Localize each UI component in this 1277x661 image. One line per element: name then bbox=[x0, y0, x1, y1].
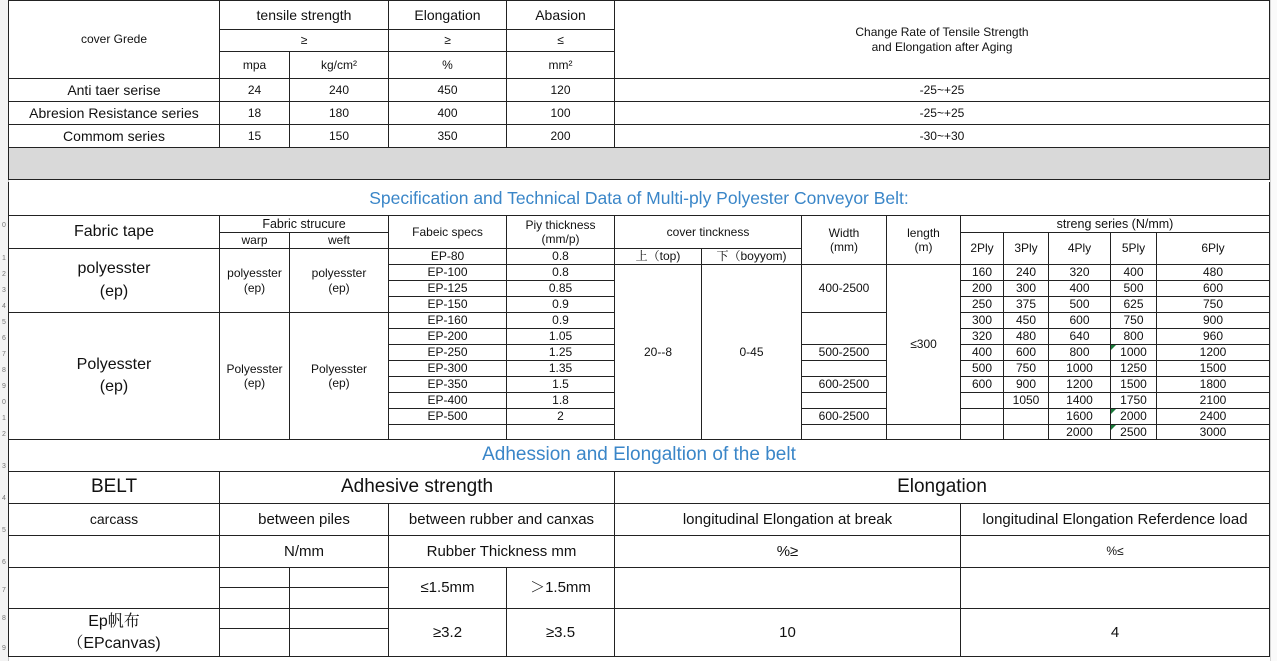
fabric-spec-cell: EP-150 bbox=[388, 296, 507, 313]
cover-grade-header: cover Grede bbox=[8, 0, 220, 79]
grade-row-name: Abresion Resistance series bbox=[8, 101, 220, 125]
grade-row-name: Anti taer serise bbox=[8, 78, 220, 102]
fabric-spec-cell: EP-125 bbox=[388, 280, 507, 297]
strength-value-cell: 1750 bbox=[1110, 392, 1157, 409]
strength-value-cell: 1200 bbox=[1048, 376, 1111, 393]
adhesive-strength-header: Adhesive strength bbox=[219, 471, 615, 504]
width-empty bbox=[801, 424, 887, 440]
ply-header: 3Ply bbox=[1003, 232, 1049, 265]
grade-row-abrasion: 100 bbox=[506, 101, 615, 125]
elongation-header-2: Elongation bbox=[614, 471, 1270, 504]
elongation-ref-value: 4 bbox=[960, 608, 1270, 657]
adhesion-gt-value: ≥3.5 bbox=[506, 608, 615, 657]
ply-thickness-cell: 1.35 bbox=[506, 360, 615, 377]
strength-value-cell: 500 bbox=[960, 360, 1004, 377]
row-number[interactable]: 4 bbox=[2, 303, 6, 310]
grade-row-rate: -25~+25 bbox=[614, 78, 1270, 102]
row-number[interactable]: 7 bbox=[2, 587, 6, 594]
strength-value-cell: 1250 bbox=[1110, 360, 1157, 377]
grade-row-rate: -25~+25 bbox=[614, 101, 1270, 125]
fabric-group-2-name: Polyesster (ep) bbox=[8, 312, 220, 440]
strength-value-cell bbox=[1003, 408, 1049, 425]
abrasion-header: Abasion bbox=[506, 0, 615, 30]
strength-value-cell: 400 bbox=[960, 344, 1004, 361]
strength-value-cell: 600 bbox=[1003, 344, 1049, 361]
elongation-ge-sign: ≥ bbox=[388, 29, 507, 52]
empty-cell bbox=[219, 628, 290, 657]
row-number[interactable]: 1 bbox=[2, 255, 6, 262]
grade-row-mpa: 18 bbox=[219, 101, 290, 125]
row-number[interactable]: 4 bbox=[2, 495, 6, 502]
empty-cell bbox=[289, 567, 389, 588]
row-number[interactable]: 2 bbox=[2, 431, 6, 438]
ep-canvas-line-1: Ep帆布 bbox=[88, 612, 140, 630]
le-15mm-header: ≤1.5mm bbox=[388, 567, 507, 609]
grade-row-rate: -30~+30 bbox=[614, 124, 1270, 148]
strength-value-cell: 1600 bbox=[1048, 408, 1111, 425]
empty-cell bbox=[219, 587, 290, 609]
strength-value-cell: 2000 bbox=[1048, 424, 1111, 440]
fabric-spec-cell: EP-160 bbox=[388, 312, 507, 329]
fabric-group-1-warp: polyesster (ep) bbox=[219, 248, 290, 313]
strength-value-cell: 300 bbox=[960, 312, 1004, 329]
row-number[interactable]: 1 bbox=[2, 415, 6, 422]
strength-value-cell: 480 bbox=[1156, 264, 1270, 281]
strength-value-cell bbox=[960, 408, 1004, 425]
grade-row-mpa: 24 bbox=[219, 78, 290, 102]
strength-value-cell: 240 bbox=[1003, 264, 1049, 281]
grade-row-abrasion: 120 bbox=[506, 78, 615, 102]
grade-row-name: Commom series bbox=[8, 124, 220, 148]
strength-value-cell: 1500 bbox=[1156, 360, 1270, 377]
strength-value-cell: 2400 bbox=[1156, 408, 1270, 425]
cover-thickness-header: cover tinckness bbox=[614, 215, 802, 249]
fabric-group-2-weft: Polyesster (ep) bbox=[289, 312, 389, 440]
unit-percent: % bbox=[388, 51, 507, 79]
ply-header: 2Ply bbox=[960, 232, 1004, 265]
empty-cell bbox=[289, 608, 389, 629]
width-empty bbox=[801, 392, 887, 409]
fabric-spec-cell: EP-80 bbox=[388, 248, 507, 265]
fabric-specs-header: Fabeic specs bbox=[388, 215, 507, 249]
gt-15mm-header: ＞1.5mm bbox=[506, 567, 615, 609]
strength-value-cell: 1800 bbox=[1156, 376, 1270, 393]
pct-le-unit: %≤ bbox=[960, 535, 1270, 568]
empty-cell bbox=[219, 567, 290, 588]
between-rubber-header: between rubber and canxas bbox=[388, 503, 615, 536]
strength-value-cell: 1000 bbox=[1048, 360, 1111, 377]
strength-value-cell: 1400 bbox=[1048, 392, 1111, 409]
ply-thickness-cell: 1.5 bbox=[506, 376, 615, 393]
strength-value-cell: 400 bbox=[1048, 280, 1111, 297]
tensile-strength-header: tensile strength bbox=[219, 0, 389, 30]
empty-cell bbox=[614, 567, 961, 609]
strength-value-cell: 600 bbox=[1048, 312, 1111, 329]
grade-row-kg: 150 bbox=[289, 124, 389, 148]
row-number[interactable]: 0 bbox=[2, 222, 6, 229]
belt-header: BELT bbox=[8, 471, 220, 504]
sheet-right-margin bbox=[1270, 0, 1277, 661]
fabric-spec-cell: EP-200 bbox=[388, 328, 507, 345]
strength-value-cell: 600 bbox=[1156, 280, 1270, 297]
strength-value-cell: 375 bbox=[1003, 296, 1049, 313]
cover-bottom-header: 下（boyyom) bbox=[701, 248, 802, 265]
ply-thickness-cell: 1.8 bbox=[506, 392, 615, 409]
strength-value-cell: 640 bbox=[1048, 328, 1111, 345]
ply-thickness-cell: 0.9 bbox=[506, 296, 615, 313]
n-mm-unit: N/mm bbox=[219, 535, 389, 568]
grade-row-elongation: 450 bbox=[388, 78, 507, 102]
strength-value-cell: 1000 bbox=[1110, 344, 1157, 361]
adhesion-section-title: Adhession and Elongaltion of the belt bbox=[8, 439, 1270, 472]
fabric-spec-cell: EP-500 bbox=[388, 408, 507, 425]
spec-section-title: Specification and Technical Data of Multi-ply Polyester Conveyor Belt: bbox=[8, 182, 1270, 216]
width-value: 400-2500 bbox=[801, 264, 887, 313]
strength-value-cell: 800 bbox=[1048, 344, 1111, 361]
strength-value-cell: 500 bbox=[1048, 296, 1111, 313]
row-number[interactable]: 9 bbox=[2, 645, 6, 652]
length-header: length (m) bbox=[886, 215, 961, 265]
ply-header: 6Ply bbox=[1156, 232, 1270, 265]
row-number[interactable]: 3 bbox=[2, 463, 6, 470]
strength-value-cell: 480 bbox=[1003, 328, 1049, 345]
ep-canvas-line-2: （EPcanvas) bbox=[67, 634, 161, 652]
empty-cell bbox=[8, 567, 220, 609]
fabric-structure-header: Fabric strucure bbox=[219, 215, 389, 233]
grade-row-abrasion: 200 bbox=[506, 124, 615, 148]
strength-value-cell: 200 bbox=[960, 280, 1004, 297]
strength-value-cell: 1500 bbox=[1110, 376, 1157, 393]
strength-value-cell: 250 bbox=[960, 296, 1004, 313]
ply-thickness-cell: 0.9 bbox=[506, 312, 615, 329]
long-break-header: longitudinal Elongation at break bbox=[614, 503, 961, 536]
fabric-group-2-warp: Polyesster (ep) bbox=[219, 312, 290, 440]
empty-cell bbox=[8, 535, 220, 568]
carcass-header: carcass bbox=[8, 503, 220, 536]
ply-header: 5Ply bbox=[1110, 232, 1157, 265]
ply-thickness-cell: 0.8 bbox=[506, 264, 615, 281]
unit-kgcm: kg/cm² bbox=[289, 51, 389, 79]
strength-value-cell: 750 bbox=[1156, 296, 1270, 313]
row-number[interactable]: 6 bbox=[2, 559, 6, 566]
row-number[interactable]: 7 bbox=[2, 351, 6, 358]
strength-value-cell: 750 bbox=[1003, 360, 1049, 377]
empty-cell bbox=[289, 587, 389, 609]
row-number[interactable]: 2 bbox=[2, 271, 6, 278]
grade-row-kg: 180 bbox=[289, 101, 389, 125]
elongation-header: Elongation bbox=[388, 0, 507, 30]
length-value: ≤300 bbox=[886, 264, 961, 425]
strength-value-cell: 2000 bbox=[1110, 408, 1157, 425]
width-header: Width (mm) bbox=[801, 215, 887, 265]
strength-value-cell: 400 bbox=[1110, 264, 1157, 281]
empty-cell bbox=[219, 608, 290, 629]
row-number[interactable]: 5 bbox=[2, 527, 6, 534]
row-number[interactable]: 3 bbox=[2, 287, 6, 294]
strength-value-cell: 2100 bbox=[1156, 392, 1270, 409]
strength-series-header: streng series (N/mm) bbox=[960, 215, 1270, 233]
width-empty bbox=[801, 360, 887, 377]
grade-row-elongation: 400 bbox=[388, 101, 507, 125]
elongation-break-value: 10 bbox=[614, 608, 961, 657]
empty-cell bbox=[960, 567, 1270, 609]
weft-header: weft bbox=[289, 232, 389, 249]
strength-value-cell: 450 bbox=[1003, 312, 1049, 329]
strength-value-cell: 960 bbox=[1156, 328, 1270, 345]
warp-header: warp bbox=[219, 232, 290, 249]
tensile-ge-sign: ≥ bbox=[219, 29, 389, 52]
row-number[interactable]: 6 bbox=[2, 335, 6, 342]
strength-value-cell: 750 bbox=[1110, 312, 1157, 329]
ply-thickness-cell: 0.8 bbox=[506, 248, 615, 265]
strength-value-cell: 1050 bbox=[1003, 392, 1049, 409]
width-empty bbox=[801, 312, 887, 345]
strength-value-cell bbox=[960, 392, 1004, 409]
strength-value-cell: 800 bbox=[1110, 328, 1157, 345]
grade-row-elongation: 350 bbox=[388, 124, 507, 148]
strength-value-cell: 2500 bbox=[1110, 424, 1157, 440]
strength-value-cell: 320 bbox=[1048, 264, 1111, 281]
unit-mpa: mpa bbox=[219, 51, 290, 79]
long-ref-header: longitudinal Elongation Referdence load bbox=[960, 503, 1270, 536]
adhesion-le-value: ≥3.2 bbox=[388, 608, 507, 657]
strength-value-cell: 600 bbox=[960, 376, 1004, 393]
ply-thickness-cell: 0.85 bbox=[506, 280, 615, 297]
unit-mm2: mm² bbox=[506, 51, 615, 79]
ply-header: 4Ply bbox=[1048, 232, 1111, 265]
strength-value-cell bbox=[960, 424, 1004, 440]
strength-value-cell: 300 bbox=[1003, 280, 1049, 297]
width-value: 500-2500 bbox=[801, 344, 887, 361]
rubber-thickness-header: Rubber Thickness mm bbox=[388, 535, 615, 568]
ply-thickness-cell bbox=[506, 424, 615, 440]
strength-value-cell: 900 bbox=[1156, 312, 1270, 329]
fabric-tape-header: Fabric tape bbox=[8, 215, 220, 249]
strength-value-cell: 160 bbox=[960, 264, 1004, 281]
between-piles-header: between piles bbox=[219, 503, 389, 536]
change-rate-header: Change Rate of Tensile Strength and Elongation after Aging bbox=[614, 0, 1270, 79]
row-number[interactable]: 9 bbox=[2, 383, 6, 390]
fabric-spec-cell: EP-100 bbox=[388, 264, 507, 281]
row-number[interactable]: 8 bbox=[2, 367, 6, 374]
ep-canvas-label bbox=[8, 608, 220, 657]
strength-value-cell: 900 bbox=[1003, 376, 1049, 393]
strength-value-cell: 625 bbox=[1110, 296, 1157, 313]
fabric-spec-cell: EP-250 bbox=[388, 344, 507, 361]
fabric-group-1-weft: polyesster (ep) bbox=[289, 248, 389, 313]
grade-row-kg: 240 bbox=[289, 78, 389, 102]
grade-row-mpa: 15 bbox=[219, 124, 290, 148]
fabric-group-1-name: polyesster (ep) bbox=[8, 248, 220, 313]
cover-top-value: 20--8 bbox=[614, 264, 702, 440]
fabric-spec-cell: EP-300 bbox=[388, 360, 507, 377]
strength-value-cell: 500 bbox=[1110, 280, 1157, 297]
strength-value-cell: 3000 bbox=[1156, 424, 1270, 440]
width-value: 600-2500 bbox=[801, 376, 887, 393]
abrasion-le-sign: ≤ bbox=[506, 29, 615, 52]
row-number[interactable]: 0 bbox=[2, 399, 6, 406]
cover-top-header: 上（top) bbox=[614, 248, 702, 265]
pct-ge-unit: %≥ bbox=[614, 535, 961, 568]
ply-thickness-cell: 1.05 bbox=[506, 328, 615, 345]
cover-bottom-value: 0-45 bbox=[701, 264, 802, 440]
separator-band bbox=[8, 147, 1270, 180]
fabric-spec-cell: EP-350 bbox=[388, 376, 507, 393]
row-number[interactable]: 5 bbox=[2, 319, 6, 326]
ply-thickness-cell: 1.25 bbox=[506, 344, 615, 361]
strength-value-cell: 1200 bbox=[1156, 344, 1270, 361]
ply-thickness-header: Piy thickness (mm/p) bbox=[506, 215, 615, 249]
empty-cell bbox=[289, 628, 389, 657]
fabric-spec-cell bbox=[388, 424, 507, 440]
ply-thickness-cell: 2 bbox=[506, 408, 615, 425]
row-number[interactable]: 8 bbox=[2, 615, 6, 622]
width-value: 600-2500 bbox=[801, 408, 887, 425]
strength-value-cell bbox=[1003, 424, 1049, 440]
fabric-spec-cell: EP-400 bbox=[388, 392, 507, 409]
strength-value-cell: 320 bbox=[960, 328, 1004, 345]
length-empty bbox=[886, 424, 961, 440]
